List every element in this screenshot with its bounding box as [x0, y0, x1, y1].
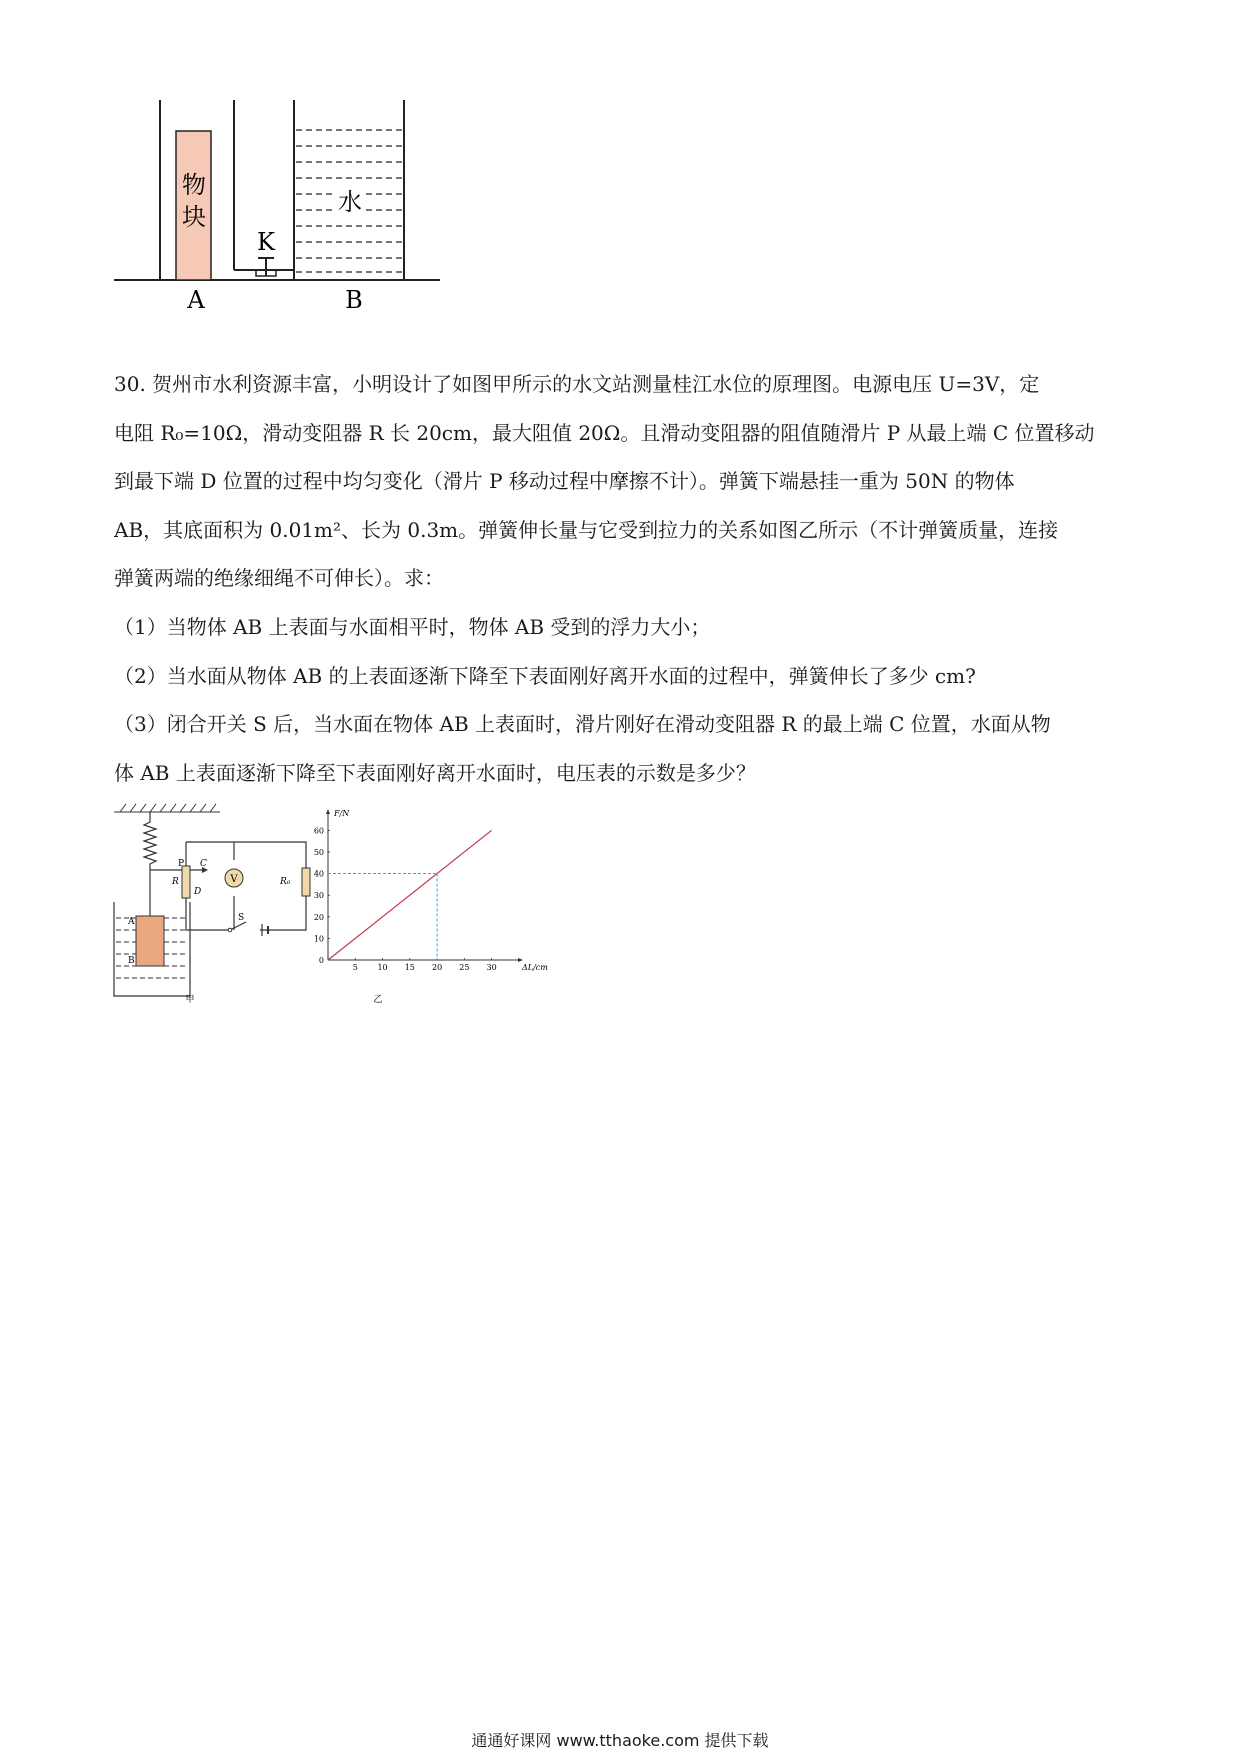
resistor-r0 [302, 868, 310, 896]
x-tick-label: 5 [352, 963, 358, 972]
x-tick-label: 10 [377, 963, 388, 972]
rheostat-c-label: C [200, 859, 207, 869]
block-label-1: 物 [182, 171, 206, 199]
figure-caption-jia: 甲 [185, 995, 195, 1005]
question-part-1: （1）当物体 AB 上表面与水面相平时，物体 AB 受到的浮力大小； [114, 614, 711, 639]
figure-caption-yi: 乙 [373, 995, 383, 1005]
ceiling-hatch [114, 804, 220, 812]
question-part-2: （2）当水面从物体 AB 的上表面逐渐下降至下表面刚好离开水面的过程中，弹簧伸长了多少 cm? [114, 663, 976, 688]
circuit-and-chart-figure [110, 800, 590, 1020]
slider-p-label: P [178, 859, 185, 869]
x-axis-label: ΔL/cm [522, 963, 548, 972]
question-line-4: AB，其底面积为 0.01m²、长为 0.3m。弹簧伸长量与它受到拉力的关系如图乙所示（不计弹簧质量，连接 [114, 517, 1059, 542]
question-line-1: 30. 贺州市水利资源丰富，小明设计了如图甲所示的水文站测量桂江水位的原理图。电源电压 U=3V，定 [114, 372, 1040, 396]
page-footer: 通通好课网 www.tthaoke.com 提供下载 [471, 1731, 769, 1750]
container-a-label: A [187, 286, 205, 314]
resistor-r0-label: R₀ [280, 877, 291, 887]
y-tick-label: 30 [313, 891, 324, 901]
question-30 [114, 360, 1124, 797]
block-label-2: 块 [182, 203, 206, 231]
object-ab [136, 916, 164, 966]
connected-vessels-figure [110, 100, 510, 352]
switch-pivot [228, 928, 232, 932]
spring [144, 812, 156, 870]
switch-s [230, 922, 246, 930]
rheostat-d-label: D [194, 887, 202, 897]
rheostat-r [182, 866, 190, 898]
valve-label: K [257, 228, 275, 256]
force-extension-chart [314, 809, 548, 1005]
x-tick-label: 15 [404, 963, 415, 972]
y-tick-label: 0 [318, 956, 324, 965]
rheostat-r-label: R [172, 877, 179, 887]
y-tick-label: 10 [313, 934, 324, 944]
y-axis-label: F/N [334, 809, 350, 818]
container-b-label: B [345, 286, 363, 314]
voltmeter-label: V [230, 874, 238, 885]
y-tick-label: 60 [313, 826, 324, 836]
y-axis-arrow [326, 809, 330, 814]
water-label: 水 [338, 188, 362, 216]
question-line-2: 电阻 R₀=10Ω，滑动变阻器 R 长 20cm，最大阻值 20Ω。且滑动变阻器的阻值随滑片 P 从最上端 C 位置移动 [114, 420, 1095, 445]
series-line [328, 830, 492, 960]
question-part-3-line-1: （3）闭合开关 S 后，当水面在物体 AB 上表面时，滑片刚好在滑动变阻器 R 的最上端 C 位置，水面从物 [114, 712, 1051, 737]
question-line-3: 到最下端 D 位置的过程中均匀变化（滑片 P 移动过程中摩擦不计）。弹簧下端悬挂一重为 50N 的物体 [114, 469, 1015, 494]
y-tick-label: 20 [313, 912, 324, 922]
y-tick-label: 40 [313, 869, 324, 879]
x-tick-label: 20 [431, 963, 443, 972]
question-line-5: 弹簧两端的绝缘细绳不可伸长）。求： [114, 566, 444, 591]
question-part-3-line-2: 体 AB 上表面逐渐下降至下表面刚好离开水面时，电压表的示数是多少？ [114, 760, 756, 785]
x-axis-arrow [518, 958, 523, 962]
x-tick-label: 25 [459, 963, 470, 972]
switch-s-label: S [238, 913, 245, 923]
x-tick-label: 30 [486, 963, 497, 972]
object-b-label: B [128, 956, 135, 966]
y-tick-label: 50 [313, 847, 324, 857]
object-a-label: A [128, 917, 135, 927]
